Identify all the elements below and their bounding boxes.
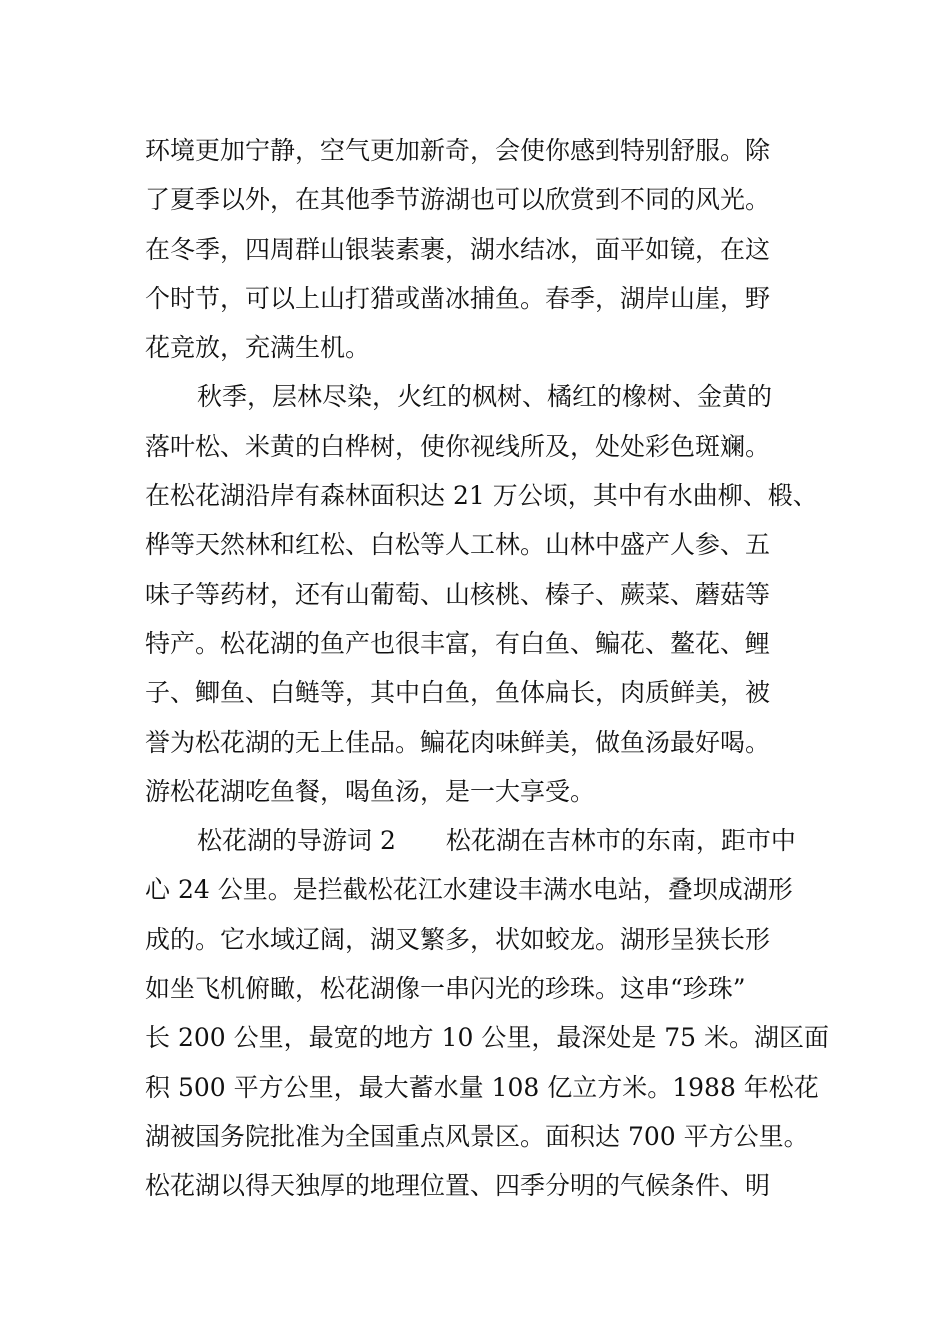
text-line: 环境更加宁静，空气更加新奇，会使你感到特别舒服。除	[145, 136, 771, 165]
text-line: 花竞放，充满生机。	[145, 333, 371, 363]
text-line: 成的。它水域辽阔，湖叉繁多，状如蛟龙。湖形呈狭长形	[145, 924, 771, 954]
text-line: 了夏季以外，在其他季节游湖也可以欣赏到不同的风光。	[145, 185, 771, 215]
text-line: 桦等天然林和红松、白松等人工林。山林中盛产人参、五	[145, 530, 771, 560]
paragraph-start-line: 秋季，层林尽染，火红的枫树、橘红的橡树、金黄的	[197, 382, 773, 412]
text-line: 特产。松花湖的鱼产也很丰富，有白鱼、鳊花、鳌花、鲤	[145, 628, 771, 658]
text-line: 湖被国务院批准为全国重点风景区。面积达 700 平方公里。	[145, 1121, 809, 1151]
body-text	[145, 126, 830, 1211]
text-line: 在松花湖沿岸有森林面积达 21 万公顷，其中有水曲柳、椴、	[145, 481, 818, 511]
text-line: 誉为松花湖的无上佳品。鳊花肉味鲜美，做鱼汤最好喝。	[145, 727, 771, 757]
text-line: 落叶松、米黄的白桦树，使你视线所及，处处彩色斑斓。	[145, 431, 771, 461]
text-line: 游松花湖吃鱼餐，喝鱼汤，是一大享受。	[145, 776, 596, 806]
text-line: 心 24 公里。是拦截松花江水建设丰满水电站，叠坝成湖形	[145, 875, 793, 905]
text-line: 子、鲫鱼、白鲢等，其中白鱼，鱼体扁长，肉质鲜美，被	[145, 678, 771, 708]
text-line: 松花湖以得天独厚的地理位置、四季分明的气候条件、明	[145, 1171, 771, 1201]
text-line: 如坐飞机俯瞰，松花湖像一串闪光的珍珠。这串“珍珠”	[145, 974, 746, 1004]
text-line: 味子等药材，还有山葡萄、山核桃、榛子、蕨菜、蘑菇等	[145, 579, 771, 609]
section-heading-line: 松花湖的导游词 2 松花湖在吉林市的东南，距市中	[197, 826, 796, 856]
text-line: 在冬季，四周群山银装素裹，湖水结冰，面平如镜，在这	[145, 234, 771, 264]
text-line: 积 500 平方公里，最大蓄水量 108 亿立方米。1988 年松花	[145, 1072, 819, 1102]
text-line: 个时节，可以上山打猎或凿冰捕鱼。春季，湖岸山崖，野	[145, 283, 771, 313]
text-line: 长 200 公里，最宽的地方 10 公里，最深处是 75 米。湖区面	[145, 1023, 830, 1053]
